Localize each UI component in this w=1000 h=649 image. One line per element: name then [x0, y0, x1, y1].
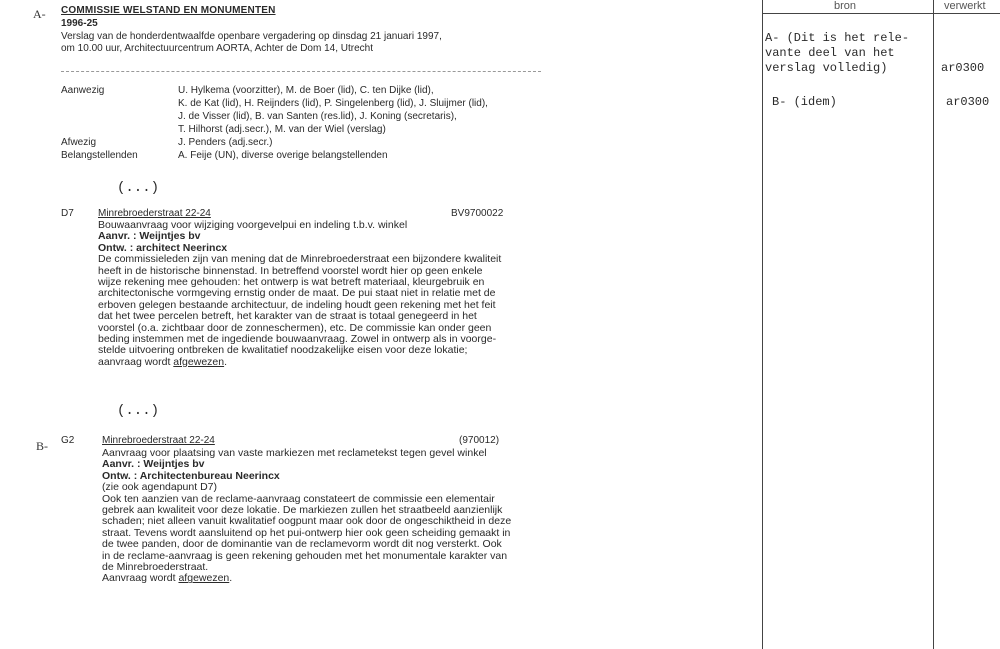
- document-year: 1996-25: [61, 18, 98, 29]
- present-line-3: J. de Visser (lid), B. van Santen (res.lid), J. Koning (secretaris),: [178, 111, 457, 122]
- item-d7-line: Bouwaanvraag voor wijziging voorgevelpui en indeling t.b.v. winkel: [98, 219, 408, 231]
- margin-marker-a: A-: [33, 7, 46, 21]
- item-d7-line: wijze rekening mee gehouden: het ontwerp is wat betreft materiaal, kleurgebruik en: [98, 276, 485, 289]
- present-label: Aanwezig: [61, 85, 105, 96]
- stakeholders-label: Belangstellenden: [61, 150, 138, 161]
- item-g2-applicant: Aanvr. : Weijntjes bv: [102, 458, 205, 471]
- intro-line-1: Verslag van de honderdentwaalfde openbare vergadering op dinsdag 21 januari 1997,: [61, 31, 442, 42]
- item-g2-line: in de reclame-aanvraag is geen rekening gehouden met het monumentale karakter van: [102, 549, 508, 562]
- margin-marker-b: B-: [36, 439, 48, 453]
- decision-word: afgewezen: [178, 572, 230, 585]
- item-d7-line: beding instemmen met de ingediende bouwaanvraag. Zowel in ontwerp als in voorge-: [98, 333, 497, 346]
- ellipsis-2: (...): [117, 403, 160, 419]
- item-g2-line: de Minrebroederstraat.: [102, 561, 209, 574]
- column-header-processed: verwerkt: [944, 0, 986, 12]
- processed-code-b: ar0300: [946, 95, 990, 109]
- table-column-divider: [933, 0, 934, 649]
- item-g2-line: Aanvraag voor plaatsing van vaste markiezen met reclametekst tegen gevel winkel: [102, 447, 487, 459]
- item-g2-line: Ook ten aanzien van de reclame-aanvraag constateert de commissie een elementair: [102, 492, 495, 505]
- table-left-border: [762, 0, 763, 649]
- item-d7-line: heeft in de historische binnenstad. In betreffend voorstel wordt hier op geen enkele: [98, 264, 483, 277]
- intro-line-2: om 10.00 uur, Architectuurcentrum AORTA, Achter de Dom 14, Utrecht: [61, 43, 373, 54]
- present-line-4: T. Hilhorst (adj.secr.), M. van der Wiel (verslag): [178, 124, 386, 135]
- item-g2-decision: Aanvraag wordt afgewezen.: [102, 572, 233, 585]
- item-d7-line: erboven gelegen bestaande architectuur, de indeling houdt geen rekening met het feit: [98, 298, 496, 311]
- item-d7-ref: BV9700022: [451, 208, 504, 219]
- item-d7-line: stelde uitvoering ontbreken de kwalitatief noodzakelijke eisen voor deze lokatie;: [98, 344, 468, 357]
- source-entry-a: A- (Dit is het rele- vante deel van het verslag volledig): [765, 31, 910, 75]
- source-entry-b: B- (idem): [772, 95, 837, 109]
- item-d7-designer: Ontw. : architect Neerincx: [98, 241, 228, 254]
- separator-line: [61, 71, 541, 72]
- item-d7-line: voorstel (o.a. zichtbaar door de zonneschermen), etc. De commissie kan onder geen: [98, 321, 492, 334]
- item-g2-line: de twee panden, door de dominantie van de reclamevorm wordt dit nog versterkt. Ook: [102, 538, 502, 551]
- processed-code-a: ar0300: [941, 61, 985, 75]
- item-g2-line: straat. Tevens wordt aansluitend op het pui-ontwerp hier ook geen scheiding gemaakt in: [102, 526, 511, 539]
- column-header-source: bron: [834, 0, 857, 12]
- table-header-rule: [762, 13, 1000, 14]
- item-d7-line: architectonische vormgeving ernstig onder de maat. De pui staat niet in relatie met de: [98, 287, 496, 300]
- item-g2-body: [102, 448, 511, 585]
- stakeholders-value: A. Feije (UN), diverse overige belangstellenden: [178, 150, 388, 161]
- item-g2-line: (zie ook agendapunt D7): [102, 481, 217, 494]
- item-d7-decision: aanvraag wordt afgewezen.: [98, 355, 228, 368]
- item-g2-designer: Ontw. : Architectenbureau Neerincx: [102, 469, 280, 482]
- item-d7-body: [98, 220, 501, 368]
- present-line-1: U. Hylkema (voorzitter), M. de Boer (lid), C. ten Dijke (lid),: [178, 85, 434, 96]
- item-d7-address: Minrebroederstraat 22-24: [98, 208, 211, 219]
- item-d7-code: D7: [61, 208, 74, 219]
- ellipsis-1: (...): [117, 180, 160, 196]
- item-g2-line: gebrek aan kwaliteit voor deze lokatie. De markiezen zullen het straatbeeld aanzienlijk: [102, 504, 503, 517]
- absent-label: Afwezig: [61, 137, 97, 148]
- present-line-2: K. de Kat (lid), H. Reijnders (lid), P. Singelenberg (lid), J. Sluijmer (lid),: [178, 98, 488, 109]
- item-d7-line: dat het twee percelen betreft, het karakter van de straat is totaal genegeerd in het: [98, 310, 477, 323]
- absent-value: J. Penders (adj.secr.): [178, 137, 273, 148]
- item-g2-ref: (970012): [459, 435, 500, 446]
- document-title: COMMISSIE WELSTAND EN MONUMENTEN: [61, 5, 276, 16]
- decision-word: afgewezen: [173, 355, 225, 368]
- item-g2-address: Minrebroederstraat 22-24: [102, 435, 215, 446]
- item-g2-code: G2: [61, 435, 75, 446]
- item-g2-line: schaden; niet alleen vanuit kwalitatief oogpunt maar ook door de ongeschiktheid in deze: [102, 515, 512, 528]
- item-d7-line: De commissieleden zijn van mening dat de Minrebroederstraat een bijzondere kwaliteit: [98, 253, 502, 266]
- item-d7-applicant: Aanvr. : Weijntjes bv: [98, 230, 201, 243]
